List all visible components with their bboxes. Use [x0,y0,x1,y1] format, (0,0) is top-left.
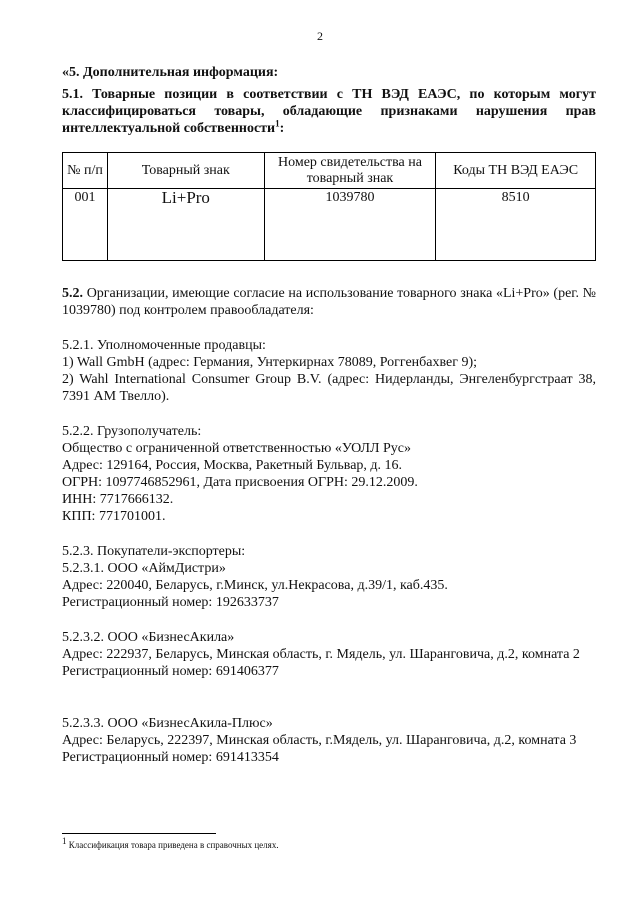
exporter-3-title: 5.2.3.3. ООО «БизнесАкила-Плюс» [62,716,273,731]
footnote-divider [62,833,216,834]
cell-certificate: 1039780 [264,189,436,261]
exporter-2-title: 5.2.3.2. ООО «БизнесАкила» [62,630,235,645]
table-header-row [63,153,596,189]
header-number: № п/п [63,153,108,189]
seller-1: 1) Wall GmbH (адрес: Германия, Унтеркирнах 78089, Роггенбахвег 9); [62,355,478,370]
section-5-2-3 [62,543,596,611]
cell-trademark: Li+Pro [107,189,264,261]
section-5-2-1-title: 5.2.1. Уполномоченные продавцы: [62,338,266,353]
exporter-1-address: Адрес: 220040, Беларусь, г.Минск, ул.Некрасова, д.39/1, каб.435. [62,578,448,593]
section-5-2-2-title: 5.2.2. Грузополучатель: [62,424,202,439]
cell-codes: 8510 [436,189,596,261]
exporter-2-reg: Регистрационный номер: 691406377 [62,664,279,679]
section-5-1-text: Товарные позиции в соответствии с ТН ВЭД ЕАЭС, по которым могут классифицироваться товары, обладающие признаками нарушения прав интеллектуальной собственности [62,87,596,136]
header-codes: Коды ТН ВЭД ЕАЭС [436,153,596,189]
section-5-2-2 [62,423,596,525]
consignee-name: Общество с ограниченной ответственностью «УОЛЛ Рус» [62,441,411,456]
exporter-2 [62,629,596,680]
header-certificate: Номер свидетельства на товарный знак [264,153,436,189]
exporter-2-address: Адрес: 222937, Беларусь, Минская область, г. Мядель, ул. Шаранговича, д.2, комната 2 [62,647,580,662]
seller-2: 2) Wahl International Consumer Group B.V. (адрес: Нидерланды, Энгеленбургстраат 38, 7391 AM Твелло). [62,372,596,404]
consignee-inn: ИНН: 7717666132. [62,492,174,507]
exporter-3-reg: Регистрационный номер: 691413354 [62,750,279,765]
footnote-mark: 1 [62,836,67,846]
footnote-text: Классификация товара приведена в справочных целях. [68,840,279,850]
section-5-heading: «5. Дополнительная информация: [62,65,279,80]
consignee-kpp: КПП: 771701001. [62,509,166,524]
footnote-ref: 1 [275,118,280,129]
exporter-1-reg: Регистрационный номер: 192633737 [62,595,279,610]
consignee-address: Адрес: 129164, Россия, Москва, Ракетный Бульвар, д. 16. [62,458,403,473]
section-5-2-1 [62,337,596,405]
consignee-ogrn: ОГРН: 1097746852961, Дата присвоения ОГРН: 29.12.2009. [62,475,418,490]
header-trademark: Товарный знак [107,153,264,189]
page-number: 2 [317,29,323,43]
section-5-1 [62,86,596,137]
section-5-2-number: 5.2. [62,286,83,301]
section-5-1-colon: : [279,121,285,136]
section-5-1-number: 5.1. [62,87,83,102]
section-5-2-3-title: 5.2.3. Покупатели-экспортеры: [62,544,246,559]
exporter-1-title: 5.2.3.1. ООО «АймДистри» [62,561,226,576]
exporter-3-address: Адрес: Беларусь, 222397, Минская область, г.Мядель, ул. Шаранговича, д.2, комната 3 [62,733,577,748]
exporter-3 [62,715,596,766]
footnote [62,836,279,851]
trademark-table [62,152,596,261]
cell-number: 001 [63,189,108,261]
section-5-2-text: Организации, имеющие согласие на использование товарного знака «Li+Pro» (рег. № 1039780) под контролем правообладателя: [62,286,596,318]
section-5-2 [62,285,596,319]
table-row [63,189,596,261]
